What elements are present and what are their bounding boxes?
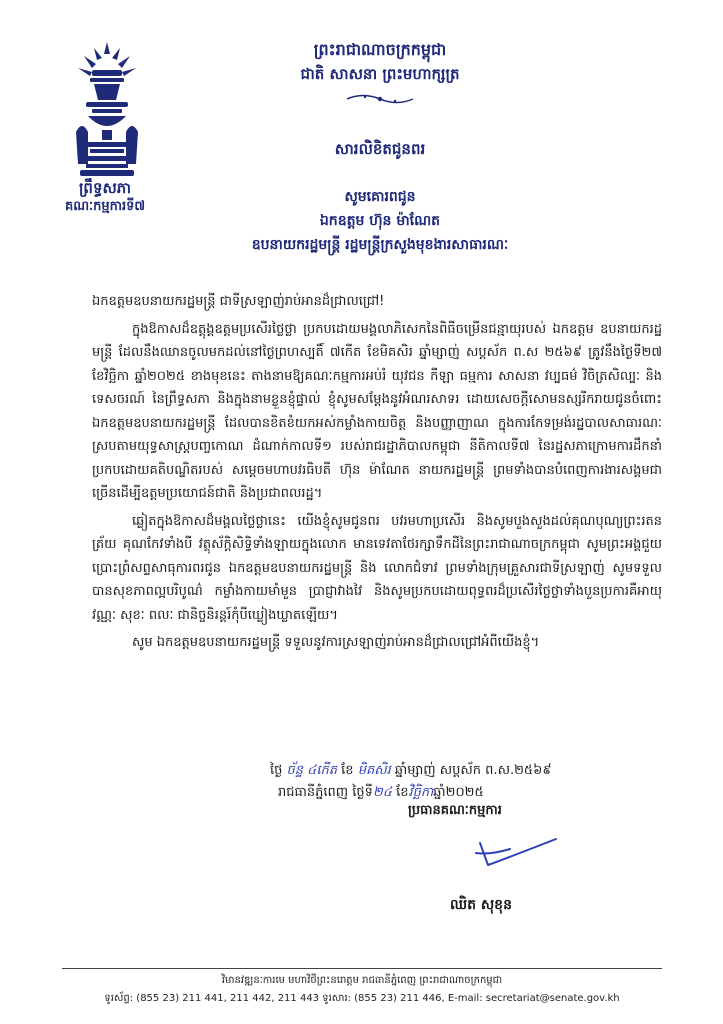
signer-name: ឈិត សុខុន [450, 897, 512, 913]
salutation: ឯកឧត្តមឧបនាយករដ្ឋមន្ត្រី ជាទីស្រឡាញ់រាប់អានដ៏ជ្រាលជ្រៅ! [92, 294, 385, 309]
lunar-day: ច័ន្ទ ៤កើត [286, 763, 338, 778]
recipient-block [120, 185, 640, 257]
lunar-date [270, 760, 670, 782]
senate-emblem-icon [72, 40, 142, 180]
lunar-month: មិគសិរ [357, 763, 391, 778]
recipient-position: ឧបនាយករដ្ឋមន្ត្រី រដ្ឋមន្ត្រីក្រសួងមុខងារសាធារណៈ [251, 237, 509, 253]
national-motto [230, 38, 530, 106]
footer-divider [62, 968, 662, 969]
motto-kingdom: ព្រះរាជាណាចក្រកម្ពុជា [313, 40, 447, 59]
committee-name: គណៈកម្មការទី៧ [64, 199, 145, 214]
footer [62, 972, 662, 1008]
signer-title: ប្រធានគណៈកម្មការ [408, 803, 502, 818]
ornament-divider-icon [345, 92, 415, 106]
recipient-greeting: សូមគោរពជូន [344, 189, 416, 205]
date-year: ឆ្នាំ២០២៥ [433, 785, 484, 800]
body-paragraph-2: ឆ្លៀតក្នុងឱកាសដ៏មង្គលថ្លៃថ្លានេះ យើងខ្ញុំសូមជូនពរ បវរមហាប្រសើរ និងសូមបួងសួងដល់គុណបុណ្យព្រះរតនត្រ័យ គុណកែវទាំងបី វត្ថុស័ក្តិសិទ្ធិទាំងឡាយក្នុងលោក មានទេវតាថែរក្សាទឹកដីនៃព្រះរាជាណាចក្រកម្ពុជា សូមព្រះអង្គជួយប្រោះព្រំសព្ទសាធុការពរជូន ឯកឧត្តមឧបនាយករដ្ឋមន្ត្រី និង លោកជំទាវ ព្រមទាំងក្រុមគ្រួសារជាទីស្រឡាញ់ សូមទទួលបានសុខភាពល្អបរិបូណ៌ កម្លាំងកាយមាំមួន ប្រាជ្ញាវាងវៃ និងសូមប្រកបដោយពុទ្ធពរដ៏ប្រសើរថ្លៃថ្លាទាំងបួនប្រការគឺអាយុ វណ្ណៈ សុខៈ ពលៈ ជានិច្ចនិរន្តរ៍កុំបីឃ្លៀងឃ្លាតឡើយ។ [92, 513, 662, 623]
date-day: ២៤ [372, 785, 392, 800]
institution-name: ព្រឹទ្ធសភា [78, 179, 132, 197]
place-date-prefix: រាជធានីភ្នំពេញ ថ្ងៃទី [278, 785, 373, 800]
body-paragraph-1: ក្នុងឱកាសដ៏ឧត្តុង្គឧត្តមប្រសើរថ្លៃថ្លា ប្រកបដោយមង្គលាភិសេកនៃពិធីចម្រើនជន្មាយុរបស់ ឯកឧត្តម ឧបនាយករដ្ឋមន្ត្រី ដែលនឹងឈានចូលមកដល់នៅថ្ងៃព្រហស្បតិ៍ ៧កើត ខែមិគសិរ ឆ្នាំម្សាញ់ សប្តស័ក ព.ស ២៥៦៩ ត្រូវនឹងថ្ងៃទី២៧ ខែវិច្ឆិកា ឆ្នាំ២០២៥ ខាងមុខនេះ តាងនាមឱ្យគណៈកម្មការអប់រំ យុវជន កីឡា ធម្មការ សាសនា វប្បធម៌ វិចិត្រសិល្បៈ និងទេសចរណ៍ នៃព្រឹទ្ធសភា និងក្នុងនាមខ្លួនខ្ញុំផ្ទាល់ ខ្ញុំសូមសម្តែងនូវអំណរសាទរ ដោយសេចក្តីសោមនស្សរីករាយជូនចំពោះ ឯកឧត្តមឧបនាយករដ្ឋមន្ត្រី ដែលបានខិតខំយកអស់កម្លាំងកាយចិត្ត និងបញ្ញាញាណ ក្នុងការកែទម្រង់រដ្ឋបាលសាធារណៈ ស្របតាមយុទ្ធសាស្ត្របញ្ចកោណ ដំណាក់កាលទី១ របស់រាជរដ្ឋាភិបាលកម្ពុជា នីតិកាលទី៧ នៃរដ្ឋសភាក្រោមការដឹកនាំប្រកបដោយគតិបណ្ឌិតរបស់ សម្តេចមហាបវរធិបតី ហ៊ុន ម៉ាណែត នាយករដ្ឋមន្ត្រី ព្រមទាំងបានបំពេញការងារសង្គមជាច្រើនដើម្បីឧត្តមប្រយោជន៍ជាតិ និងប្រជាពលរដ្ឋ។ [92, 321, 662, 501]
date-month: វិច្ឆិកា [408, 785, 434, 800]
recipient-name: ឯកឧត្តម ហ៊ុន ម៉ាណែត [319, 213, 441, 229]
lunar-prefix: ថ្ងៃ [270, 763, 283, 778]
lunar-month-label: ខែ [341, 763, 354, 778]
lunar-year: ឆ្នាំម្សាញ់ សប្តស័ក ព.ស.២៥៦៩ [394, 763, 552, 778]
letter-body [92, 290, 662, 659]
month-label: ខែ [396, 785, 409, 800]
solar-date [270, 782, 670, 804]
date-block [270, 760, 670, 804]
footer-contact: ទូរស័ព្ទ: (855 23) 211 441, 211 442, 211 443 ទូរសារ: (855 23) 211 446, E-mail: secretariat@senate.gov.kh [104, 993, 620, 1004]
motto-nation-religion-king: ជាតិ សាសនា ព្រះមហាក្សត្រ [300, 65, 460, 83]
closing-line: សូម ឯកឧត្តមឧបនាយករដ្ឋមន្ត្រី ទទួលនូវការស្រឡាញ់រាប់អានដ៏ជ្រាលជ្រៅអំពីយើងខ្ញុំ។ [132, 635, 540, 650]
handwritten-signature [450, 835, 560, 875]
footer-address: វិមានវឌ្ឍនៈការមេ មហាវិថីព្រះនរោត្តម រាជធានីភ្នំពេញ ព្រះរាជាណាចក្រកម្ពុជា [221, 975, 503, 986]
document-title: សារលិខិតជូនពរ [334, 140, 426, 158]
